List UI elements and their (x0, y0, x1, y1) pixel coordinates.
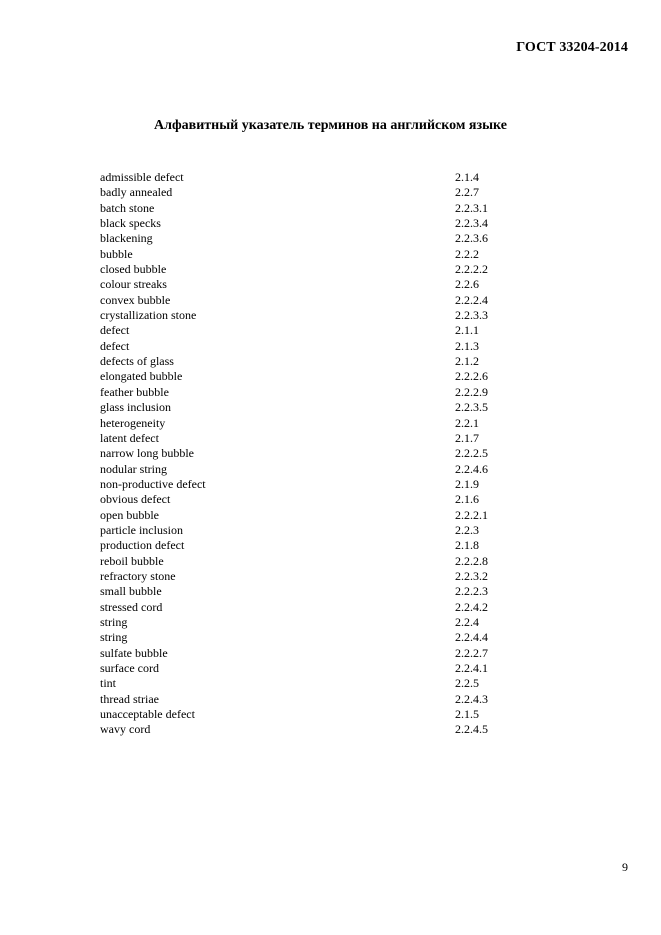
term-name: production defect (100, 538, 185, 553)
term-name: tint (100, 676, 117, 691)
term-row (100, 262, 520, 277)
term-reference: 2.1.2 (455, 354, 479, 369)
term-row (100, 247, 520, 262)
term-index-list (100, 170, 520, 738)
term-name: latent defect (100, 430, 159, 445)
term-name: non-productive defect (100, 476, 206, 491)
term-reference: 2.1.8 (455, 538, 479, 553)
term-reference: 2.2.2 (455, 246, 479, 261)
term-reference: 2.2.4.2 (455, 599, 488, 614)
term-name: narrow long bubble (100, 446, 194, 461)
term-row (100, 630, 520, 645)
term-name: blackening (100, 231, 153, 246)
term-name: elongated bubble (100, 369, 183, 384)
document-header: ГОСТ 33204-2014 (516, 40, 628, 55)
term-reference: 2.2.2.9 (455, 384, 488, 399)
term-row (100, 446, 520, 461)
term-row (100, 569, 520, 584)
term-row (100, 293, 520, 308)
term-name: reboil bubble (100, 553, 164, 568)
term-row (100, 584, 520, 599)
term-row (100, 216, 520, 231)
term-reference: 2.2.2.1 (455, 507, 488, 522)
term-name: sulfate bubble (100, 645, 168, 660)
term-reference: 2.1.3 (455, 338, 479, 353)
term-reference: 2.2.3 (455, 522, 479, 537)
term-name: unacceptable defect (100, 707, 195, 722)
term-row (100, 185, 520, 200)
page-number: 9 (622, 860, 628, 874)
term-name: black specks (100, 216, 161, 231)
term-row (100, 354, 520, 369)
term-row (100, 661, 520, 676)
term-name: feather bubble (100, 384, 169, 399)
term-name: crystallization stone (100, 308, 197, 323)
term-row (100, 277, 520, 292)
term-reference: 2.2.3.3 (455, 308, 488, 323)
term-name: surface cord (100, 661, 159, 675)
term-row (100, 538, 520, 553)
term-name: bubble (100, 246, 133, 261)
term-reference: 2.2.2.2 (455, 262, 488, 277)
term-reference: 2.1.5 (455, 707, 479, 722)
term-reference: 2.2.4.6 (455, 461, 488, 476)
term-reference: 2.2.7 (455, 185, 479, 200)
term-reference: 2.2.5 (455, 676, 479, 691)
term-name: string (100, 630, 128, 645)
term-row (100, 477, 520, 492)
term-reference: 2.2.3.5 (455, 400, 488, 415)
term-row (100, 707, 520, 722)
term-row (100, 201, 520, 216)
term-name: nodular string (100, 461, 167, 476)
term-name: obvious defect (100, 492, 171, 507)
term-row (100, 170, 520, 185)
term-name: particle inclusion (100, 522, 183, 537)
term-row (100, 615, 520, 630)
page-title: Алфавитный указатель терминов на английском языке (154, 118, 507, 133)
term-row (100, 431, 520, 446)
term-row (100, 646, 520, 661)
term-reference: 2.1.4 (455, 170, 479, 184)
term-name: string (100, 614, 128, 629)
term-name: wavy cord (100, 722, 151, 737)
term-reference: 2.1.7 (455, 430, 479, 445)
term-name: defect (100, 338, 130, 353)
term-reference: 2.2.2.6 (455, 369, 488, 384)
term-name: defect (100, 323, 130, 338)
term-name: admissible defect (100, 170, 184, 184)
term-reference: 2.2.2.5 (455, 446, 488, 461)
term-row (100, 462, 520, 477)
term-reference: 2.2.3.1 (455, 200, 488, 215)
term-reference: 2.2.1 (455, 415, 479, 430)
term-row (100, 554, 520, 569)
term-name: colour streaks (100, 277, 167, 292)
term-reference: 2.2.3.2 (455, 568, 488, 583)
term-row (100, 416, 520, 431)
term-reference: 2.2.3.6 (455, 231, 488, 246)
term-row (100, 508, 520, 523)
term-reference: 2.2.2.7 (455, 645, 488, 660)
term-row (100, 231, 520, 246)
term-row (100, 339, 520, 354)
term-name: heterogeneity (100, 415, 166, 430)
term-row (100, 692, 520, 707)
term-name: refractory stone (100, 568, 176, 583)
term-reference: 2.2.3.4 (455, 216, 488, 231)
term-reference: 2.2.2.4 (455, 292, 488, 307)
term-name: batch stone (100, 200, 155, 215)
term-row (100, 676, 520, 691)
term-row (100, 492, 520, 507)
term-row (100, 523, 520, 538)
term-row (100, 323, 520, 338)
term-row (100, 400, 520, 415)
term-reference: 2.2.4.4 (455, 630, 488, 645)
term-reference: 2.2.4 (455, 614, 479, 629)
term-reference: 2.2.4.1 (455, 661, 488, 675)
term-name: badly annealed (100, 185, 173, 200)
term-row (100, 722, 520, 737)
term-name: small bubble (100, 584, 162, 599)
term-row (100, 385, 520, 400)
term-reference: 2.2.4.3 (455, 691, 488, 706)
term-reference: 2.2.2.8 (455, 553, 488, 568)
term-name: open bubble (100, 507, 159, 522)
term-row (100, 369, 520, 384)
term-name: thread striae (100, 691, 159, 706)
term-reference: 2.1.9 (455, 476, 479, 491)
term-name: stressed cord (100, 599, 163, 614)
term-reference: 2.2.2.3 (455, 584, 488, 599)
term-reference: 2.1.1 (455, 323, 479, 338)
term-reference: 2.2.6 (455, 277, 479, 292)
term-row (100, 308, 520, 323)
term-name: convex bubble (100, 292, 171, 307)
term-reference: 2.1.6 (455, 492, 479, 507)
term-reference: 2.2.4.5 (455, 722, 488, 737)
term-name: defects of glass (100, 354, 174, 369)
term-name: closed bubble (100, 262, 167, 277)
term-row (100, 600, 520, 615)
term-name: glass inclusion (100, 400, 171, 415)
